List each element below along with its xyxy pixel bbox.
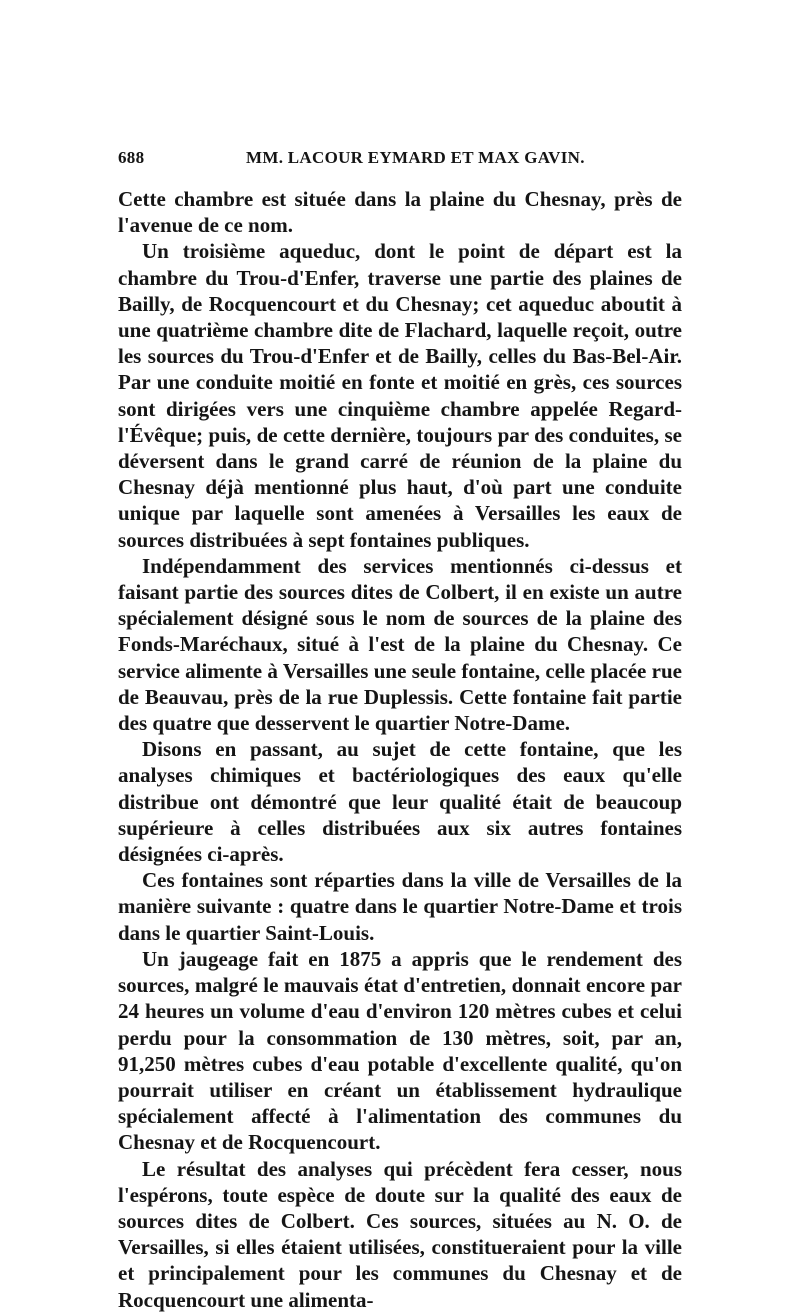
running-title: MM. LACOUR EYMARD ET MAX GAVIN. [246,148,585,167]
paragraph-analyses: Disons en passant, au sujet de cette fontaine, que les analyses chimiques et bactériologiques des eaux qu'elle distribue ont démontré que leur qualité était de beaucoup supérieure à celles distribuées aux six autres fontaines désignées ci-après. [118,737,682,867]
paragraph-jaugeage: Un jaugeage fait en 1875 a appris que le rendement des sources, malgré le mauvais état d'entretien, donnait encore par 24 heures un volume d'eau d'environ 120 mètres cubes et celui perdu pour la consommation de 130 mètres, soit, par an, 91,250 mètres cubes d'eau potable d'excellente qualité, qu'on pourrait utiliser en créant un établissement hydraulique spécialement affecté à l'alimentation des communes du Chesnay et de Rocquencourt. [118,946,682,1155]
body-text [118,186,682,1313]
paragraph-conclusion: Le résultat des analyses qui précèdent fera cesser, nous l'espérons, toute espèce de doute sur la qualité des eaux de sources dites de Colbert. Ces sources, situées au N. O. de Versailles, si elles étaient utilisées, constitueraient pour la ville et principalement pour les communes du Chesnay et de Rocquencourt une alimenta- [118,1156,682,1312]
paragraph-fonds-marechaux: Indépendamment des services mentionnés ci-dessus et faisant partie des sources dites de Colbert, il en existe un autre spécialement désigné sous le nom de sources de la plaine des Fonds-Maréchaux, situé à l'est de la plaine du Chesnay. Ce service alimente à Versailles une seule fontaine, celle placée rue de Beauvau, près de la rue Duplessis. Cette fontaine fait partie des quatre que desservent le quartier Notre-Dame. [118,553,682,736]
paragraph-continuation: Cette chambre est située dans la plaine du Chesnay, près de l'avenue de ce nom. [118,187,682,238]
running-head [118,148,682,176]
paragraph-distribution: Ces fontaines sont réparties dans la ville de Versailles de la manière suivante : quatre dans le quartier Notre-Dame et trois dans le quartier Saint-Louis. [118,868,682,945]
page-number: 688 [118,148,145,167]
paragraph-aqueduct: Un troisième aqueduc, dont le point de départ est la chambre du Trou-d'Enfer, traverse une partie des plaines de Bailly, de Rocquencourt et du Chesnay; cet aqueduc aboutit à une quatrième chambre dite de Flachard, laquelle reçoit, outre les sources du Trou-d'Enfer et de Bailly, celles du Bas-Bel-Air. Par une conduite moitié en fonte et moitié en grès, ces sources sont dirigées vers une cinquième chambre appelée Regard-l'Évêque; puis, de cette dernière, toujours par des conduites, se déversent dans le grand carré de réunion de la plaine du Chesnay déjà mentionné plus haut, d'où part une conduite unique par laquelle sont amenées à Versailles les eaux de sources distribuées à sept fontaines publiques. [118,239,682,552]
